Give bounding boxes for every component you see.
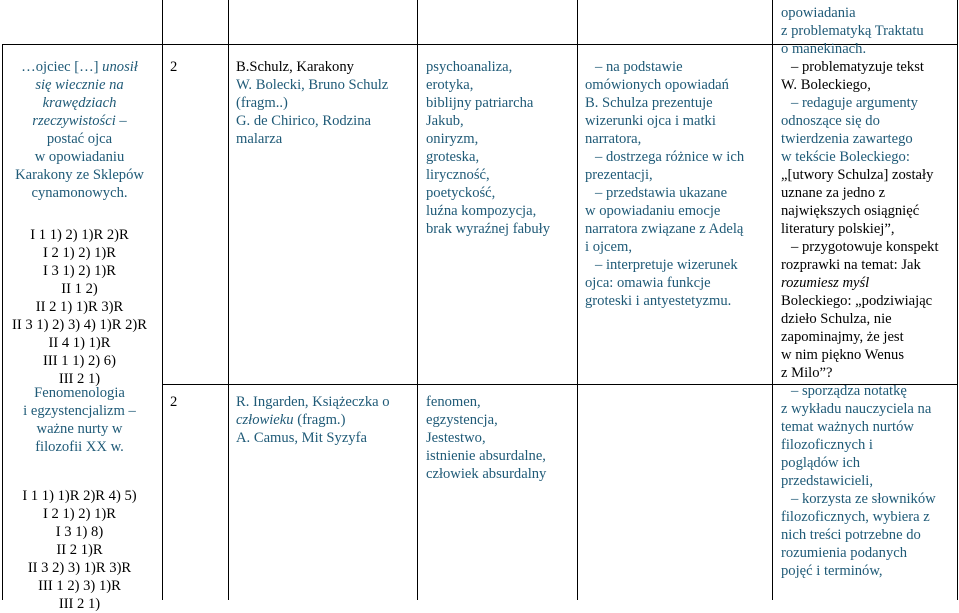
reading-ingarden: R. Ingarden, Książeczka o [236, 394, 390, 410]
activity-line: opowiadania [781, 5, 856, 21]
lesson-number: II 3 2) 3) 1)R 3)R [27, 560, 132, 576]
lesson-number: I 3 1) 2) 1)R [43, 263, 116, 279]
lesson-numbers-2 [7, 487, 152, 613]
skill-line: ojca: omawia funkcje [585, 275, 711, 291]
topic-line: ważne nurty w [36, 421, 123, 437]
activity-line: w nim piękno Wenus [781, 347, 904, 363]
activity-line: – problematyzuje tekst [791, 59, 924, 75]
readings-1 [236, 58, 408, 148]
concept-line: egzystencja, [426, 412, 498, 428]
concept-line: liryczność, [426, 167, 490, 183]
lesson-number: III 2 1) [58, 596, 101, 612]
concept-line: Jakub, [426, 113, 464, 129]
lesson-number: I 2 1) 2) 1)R [43, 506, 116, 522]
topic-line: się wiecznie na [35, 77, 124, 93]
skill-line: prezentacji, [585, 167, 653, 183]
activity-line: – korzysta ze słowników [791, 491, 936, 507]
concepts-2 [426, 393, 571, 483]
activity-line: w tekście Boleckiego: [781, 149, 910, 165]
concept-line: oniryzm, [426, 131, 479, 147]
topic-phenomenology [7, 384, 152, 456]
concept-line: luźna kompozycja, [426, 203, 537, 219]
activity-line: filozoficznych i [781, 437, 873, 453]
activity-line: nich treści potrzebne do [781, 527, 921, 543]
topic-line: cynamonowych. [31, 185, 128, 201]
rule-v-1 [162, 0, 163, 600]
activity-line: poglądów ich [781, 455, 861, 471]
activity-line: rozumiesz myśl [781, 275, 870, 291]
activity-line: dzieło Schulza, nie [781, 311, 892, 327]
concept-line: psychoanaliza, [426, 59, 513, 75]
activity-line: uznane za jedno z [781, 185, 886, 201]
topic-line: postać ojca [46, 131, 113, 147]
reading-line: W. Bolecki, Bruno Schulz [236, 77, 389, 93]
skill-line: – na podstawie [595, 59, 683, 75]
lesson-number: II 2 1) 1)R 3)R [35, 299, 124, 315]
concept-line: brak wyraźnej fabuły [426, 221, 550, 237]
rule-v-left [2, 44, 3, 600]
concept-line: Jestestwo, [426, 430, 486, 446]
rule-v-2 [228, 0, 229, 600]
lesson-number: II 3 1) 2) 3) 4) 1)R 2)R [12, 317, 147, 333]
hours-1: 2 [170, 59, 178, 75]
activity-line: temat ważnych nurtów [781, 419, 914, 435]
concepts-1 [426, 58, 571, 238]
lesson-number: I 2 1) 2) 1)R [43, 245, 116, 261]
activity-line: twierdzenia zawartego [781, 131, 913, 147]
skill-line: w opowiadaniu emocje [585, 203, 721, 219]
skill-line: omówionych opowiadań [585, 77, 729, 93]
concept-line: erotyka, [426, 77, 474, 93]
lesson-numbers-1 [7, 226, 152, 388]
skill-line: narratora związane z Adelą [585, 221, 744, 237]
topic-line: i egzystencjalizm – [23, 403, 136, 419]
activity-line: przedstawicieli, [781, 473, 873, 489]
activity-line: „[utwory Schulza] zostały [781, 167, 934, 183]
concept-line: fenomen, [426, 394, 481, 410]
lesson-number: I 1 1) 2) 1)R 2)R [30, 227, 129, 243]
topic-line: …ojciec […] unosił [21, 59, 138, 75]
skill-line: – dostrzega różnice w ich [595, 149, 745, 165]
lesson-number: III 1 2) 3) 1)R [38, 578, 121, 594]
skill-line: wizerunki ojca i matki [585, 113, 716, 129]
lesson-number: I 3 1) 8) [55, 524, 104, 540]
readings-2 [236, 393, 408, 447]
activity-line: odnoszące się do [781, 113, 880, 129]
rule-v-right [957, 0, 958, 600]
topic-line: rzeczywistości – [32, 113, 127, 129]
activity-line: – redaguje argumenty [791, 95, 918, 111]
skill-line: – interpretuje wizerunek [595, 257, 738, 273]
activity-line: – przygotowuje konspekt [791, 239, 939, 255]
reading-line: malarza [236, 131, 283, 147]
activity-line: o manekinach. [781, 41, 867, 57]
skill-line: – przedstawia ukazane [595, 185, 728, 201]
rule-v-3 [417, 0, 418, 600]
rule-v-4 [577, 0, 578, 600]
lesson-number: II 2 1)R [56, 542, 103, 558]
topic-line: w opowiadaniu [34, 149, 125, 165]
skill-line: B. Schulza prezentuje [585, 95, 713, 111]
lesson-number: II 4 1) 1)R [48, 335, 111, 351]
skill-line: i ojcem, [585, 239, 633, 255]
reading-line: G. de Chirico, Rodzina [236, 113, 371, 129]
activities-list [781, 4, 951, 580]
activity-line: pojęć i terminów, [781, 563, 883, 579]
lesson-number: I 1 1) 1)R 2)R 4) 5) [22, 488, 137, 504]
reading-ingarden-cont: człowieku (fragm.) [236, 412, 346, 428]
reading-line: (fragm..) [236, 95, 288, 111]
reading-line: B.Schulz, Karakony [236, 59, 354, 75]
activity-line: z Milo”? [781, 365, 833, 381]
concept-line: groteska, [426, 149, 480, 165]
skill-line: narratora, [585, 131, 642, 147]
topic-line: filozofii XX w. [35, 439, 124, 455]
concept-line: poetyckość, [426, 185, 496, 201]
activity-line: – sporządza notatkę [791, 383, 907, 399]
topic-schulz-father-block [7, 58, 152, 202]
concept-line: człowiek absurdalny [426, 466, 547, 482]
concept-line: biblijny patriarcha [426, 95, 534, 111]
activity-line: zapominajmy, że jest [781, 329, 904, 345]
lesson-number: II 1 2) [61, 281, 98, 297]
skill-line: groteski i antyestetyzmu. [585, 293, 732, 309]
activity-line: rozprawki na temat: Jak [781, 257, 921, 273]
activity-line: z problematyką Traktatu [781, 23, 924, 39]
rule-v-5 [772, 0, 773, 600]
activity-line: Boleckiego: „podziwiając [781, 293, 933, 309]
topic-line: krawędziach [42, 95, 117, 111]
skills-list [585, 58, 760, 310]
activity-line: z wykładu nauczyciela na [781, 401, 932, 417]
hours-2: 2 [170, 394, 178, 410]
activity-line: największych osiągnięć [781, 203, 920, 219]
lesson-number: III 2 1) [58, 371, 101, 387]
activity-line: W. Boleckiego, [781, 77, 871, 93]
concept-line: istnienie absurdalne, [426, 448, 546, 464]
reading-camus: A. Camus, Mit Syzyfa [236, 430, 367, 446]
activity-line: filozoficznych, wybiera z [781, 509, 930, 525]
topic-line: Karakony ze Sklepów [15, 167, 144, 183]
activity-line: literatury polskiej”, [781, 221, 895, 237]
topic-line: Fenomenologia [34, 385, 125, 401]
activity-line: rozumienia podanych [781, 545, 908, 561]
lesson-number: III 1 1) 2) 6) [43, 353, 116, 369]
